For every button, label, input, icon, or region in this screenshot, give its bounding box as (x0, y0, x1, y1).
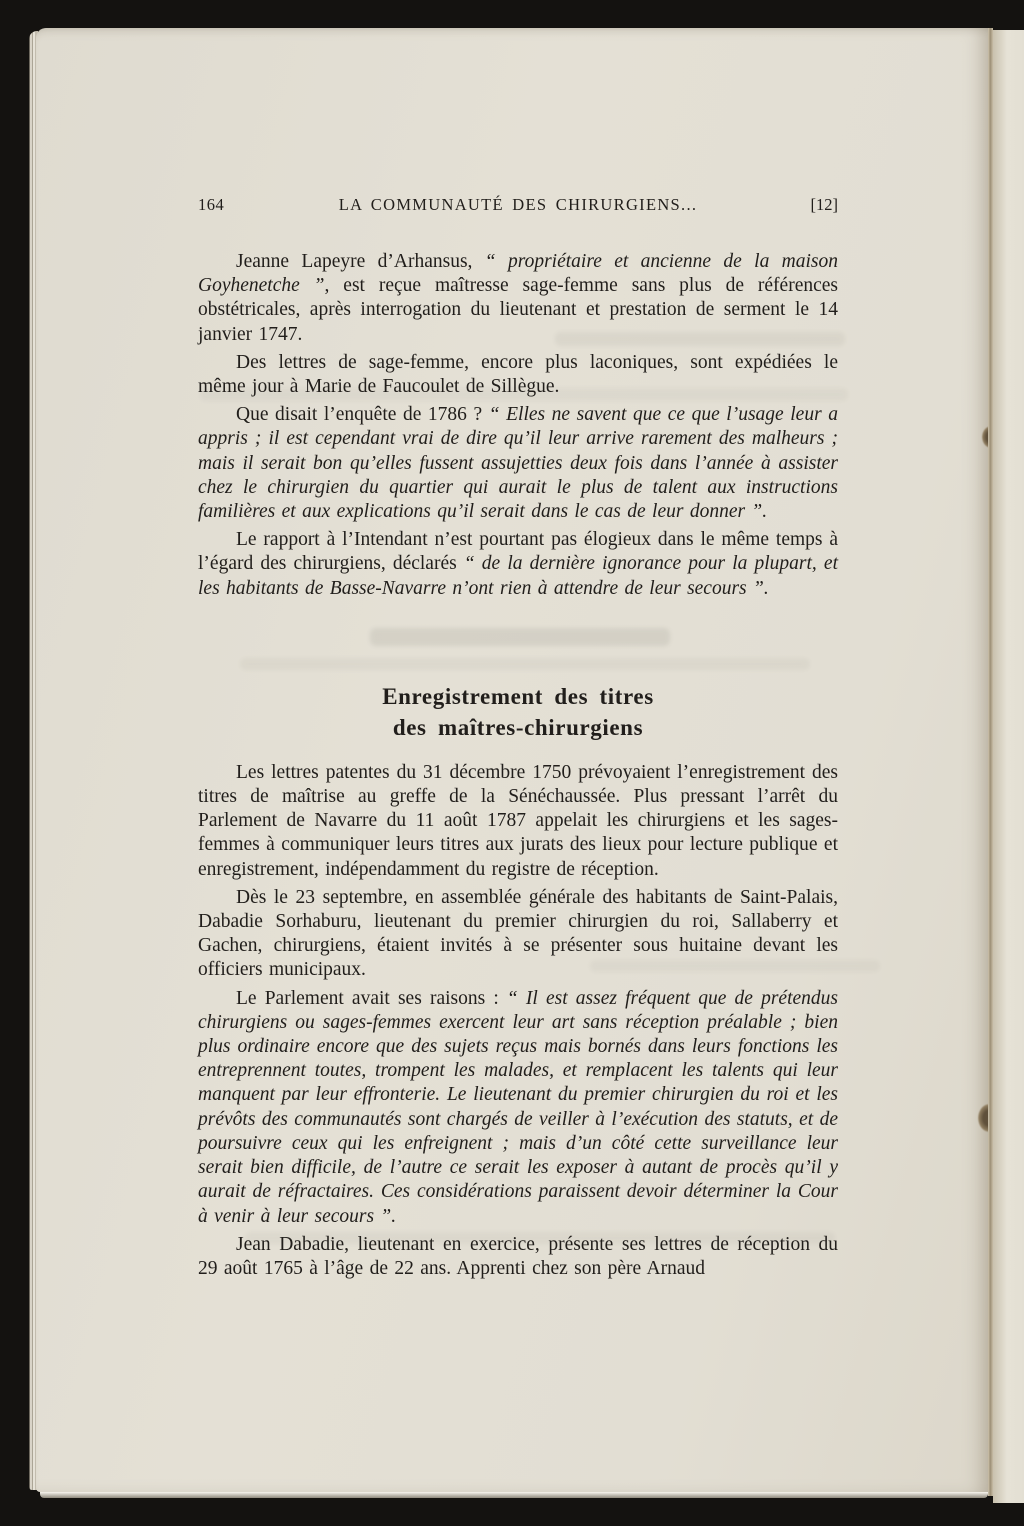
running-title: LA COMMUNAUTÉ DES CHIRURGIENS... (338, 195, 698, 214)
quoted-text: “ Il est assez fréquent que de prétendus chirurgiens ou sages-femmes exercent leur art sans réception préalable ; bien plus ordinaire encore que des sujets reçus mais bornés dans leurs fonctions les entreprennent toutes, trompent les malades, et remplacent les talents qui leur manquent par leur effronterie. Le lieutenant du premier chirurgien du roi et les prévôts des communautés sont chargés de veiller à l’exécution des statuts, et de poursuivre ceux qui les enfreignent ; mais d’un côté cette surveillance leur serait bien difficile, de l’autre ce serait les exposer à autant de procès qu’il y aurait de réfractaires. Ces considérations paraissent devoir déterminer la Cour à venir à leur secours ”. (198, 987, 839, 1227)
paragraph-parlement-raisons (198, 987, 838, 1229)
quoted-text: “ de la dernière ignorance pour la plupart, et les habitants de Basse-Navarre n’ont rien à attendre de leur secours ”. (198, 553, 839, 599)
paragraph-jeanne-lapeyre (198, 250, 838, 347)
text-run: Des lettres de sage-femme, encore plus laconiques, sont expédiées le même jour à Marie de Faucoulet de Sillègue. (198, 351, 838, 398)
text-run: Jeanne Lapeyre d’Arhansus, (236, 251, 485, 272)
paragraph-rapport-intendant (198, 528, 838, 601)
paragraph-assemblee-generale (198, 886, 838, 983)
folio-number: [12] (810, 195, 838, 214)
text-run: Les lettres patentes du 31 décembre 1750 prévoyaient l’enregistrement des titres de maîtrise au greffe de la Sénéchaussée. Plus pressant l’arrêt du Parlement de Navarre du 11 août 1787 appelait les chirurgiens et les sages-femmes à communiquer leurs titres aux jurats des lieux pour lecture publique et enregistrement, indépendamment du registre de réception. (198, 761, 838, 880)
page-number: 164 (198, 195, 225, 214)
text-run: , est reçue maîtresse sage-femme sans plus de références obstétricales, après interrogation du lieutenant et prestation de serment le 14 janvier 1747. (198, 275, 838, 345)
text-run: Dès le 23 septembre, en assemblée générale des habitants de Saint-Palais, Dabadie Sorhaburu, lieutenant du premier chirurgien du roi, Sallaberry et Gachen, chirurgiens, étaient invités à se présenter sous huitaine devant les officiers municipaux. (198, 886, 838, 981)
section-heading-line2: des maîtres-chirurgiens (392, 714, 644, 740)
paragraph-enquete-1786 (198, 403, 838, 524)
quoted-text: “ Elles ne savent que ce que l’usage leur a appris ; il est cependant vrai de dire qu’il leur arrive rarement des malheurs ; mais il serait bon qu’elles fussent assujetties deux fois dans l’année à assister chez le chirurgien du quartier qui aurait le plus de talent aux instructions familières et aux explications qu’il serait dans le cas de leur donner ”. (198, 404, 838, 523)
section-heading (198, 681, 838, 743)
text-run: Le rapport à l’Intendant n’est pourtant pas élogieux dans le même temps à l’égard des chirurgiens, déclarés (198, 529, 838, 575)
text-run: Le Parlement avait ses raisons : (236, 987, 507, 1009)
section-heading-line1: Enregistrement des titres (382, 683, 654, 709)
page-header (198, 195, 838, 215)
quoted-text: “ propriétaire et ancienne de la maison Goyhenetche ” (198, 251, 839, 297)
paragraph-lettres-patentes (198, 761, 838, 882)
text-run: Jean Dabadie, lieutenant en exercice, présente ses lettres de réception du 29 août 1765 à l’âge de 22 ans. Apprenti chez son père Arnaud (198, 1233, 838, 1279)
text-run: Que disait l’enquête de 1786 ? (236, 404, 489, 426)
paragraph-lettres-sage-femme (198, 351, 838, 399)
book-page (36, 28, 990, 1492)
facing-page-edge (993, 30, 1024, 1503)
paragraph-jean-dabadie (198, 1233, 838, 1281)
page-body-text (198, 250, 838, 1285)
page-stack-bottom-edge (40, 1492, 988, 1498)
